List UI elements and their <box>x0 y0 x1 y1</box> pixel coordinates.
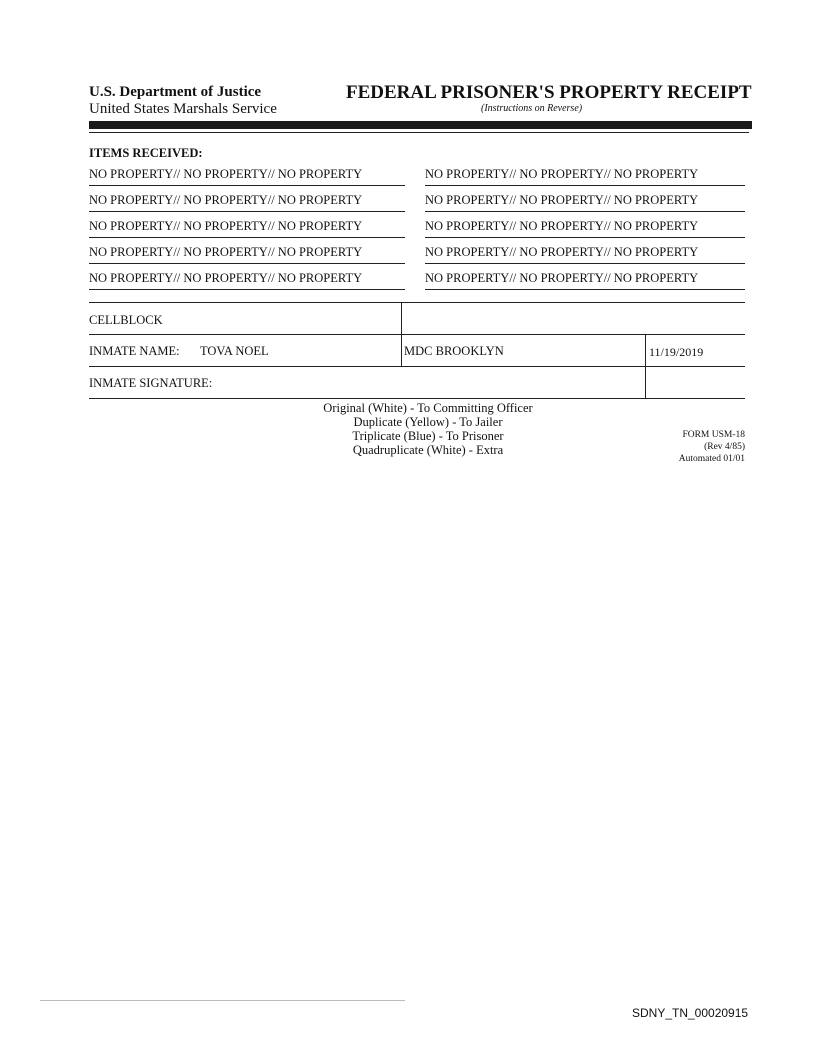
table-rule <box>89 302 745 303</box>
form-title: FEDERAL PRISONER'S PROPERTY RECEIPT <box>346 82 752 103</box>
header-rule-thin <box>89 132 749 133</box>
item-line: NO PROPERTY// NO PROPERTY// NO PROPERTY <box>425 245 745 264</box>
bates-number: SDNY_TN_00020915 <box>632 1006 749 1020</box>
cellblock-label: CELLBLOCK <box>89 313 163 327</box>
scan-artifact-line <box>40 1000 405 1001</box>
form-number: FORM USM-18 <box>682 430 745 440</box>
item-line: NO PROPERTY// NO PROPERTY// NO PROPERTY <box>89 167 405 186</box>
table-rule <box>89 334 745 335</box>
distribution-line: Original (White) - To Committing Officer <box>323 401 533 415</box>
cellblock-value-field <box>405 306 741 332</box>
item-line: NO PROPERTY// NO PROPERTY// NO PROPERTY <box>425 193 745 212</box>
inmate-name-label: INMATE NAME: <box>89 344 180 358</box>
table-divider <box>645 334 646 398</box>
items-received-label: ITEMS RECEIVED: <box>89 146 203 160</box>
distribution-line: Quadruplicate (White) - Extra <box>352 443 504 457</box>
item-line: NO PROPERTY// NO PROPERTY// NO PROPERTY <box>89 219 405 238</box>
header-rule-thick <box>89 121 752 129</box>
item-line: NO PROPERTY// NO PROPERTY// NO PROPERTY <box>425 271 745 290</box>
date-value: 11/19/2019 <box>649 345 704 359</box>
facility-value: MDC BROOKLYN <box>404 344 504 358</box>
distribution-line: Duplicate (Yellow) - To Jailer <box>353 415 503 429</box>
item-line: NO PROPERTY// NO PROPERTY// NO PROPERTY <box>89 193 405 212</box>
form-revision: (Rev 4/85) <box>704 442 745 452</box>
inmate-signature-label: INMATE SIGNATURE: <box>89 376 213 390</box>
item-line: NO PROPERTY// NO PROPERTY// NO PROPERTY <box>425 219 745 238</box>
table-divider <box>401 302 402 366</box>
form-automated: Automated 01/01 <box>678 454 745 464</box>
table-rule <box>89 366 745 367</box>
department-name: U.S. Department of Justice <box>89 84 262 100</box>
item-line: NO PROPERTY// NO PROPERTY// NO PROPERTY <box>425 167 745 186</box>
distribution-line: Triplicate (Blue) - To Prisoner <box>352 429 504 443</box>
item-line: NO PROPERTY// NO PROPERTY// NO PROPERTY <box>89 245 405 264</box>
item-line: NO PROPERTY// NO PROPERTY// NO PROPERTY <box>89 271 405 290</box>
agency-name: United States Marshals Service <box>89 101 277 117</box>
inmate-name-value: TOVA NOEL <box>200 344 269 358</box>
form-subtitle: (Instructions on Reverse) <box>481 103 583 114</box>
table-rule <box>89 398 745 399</box>
